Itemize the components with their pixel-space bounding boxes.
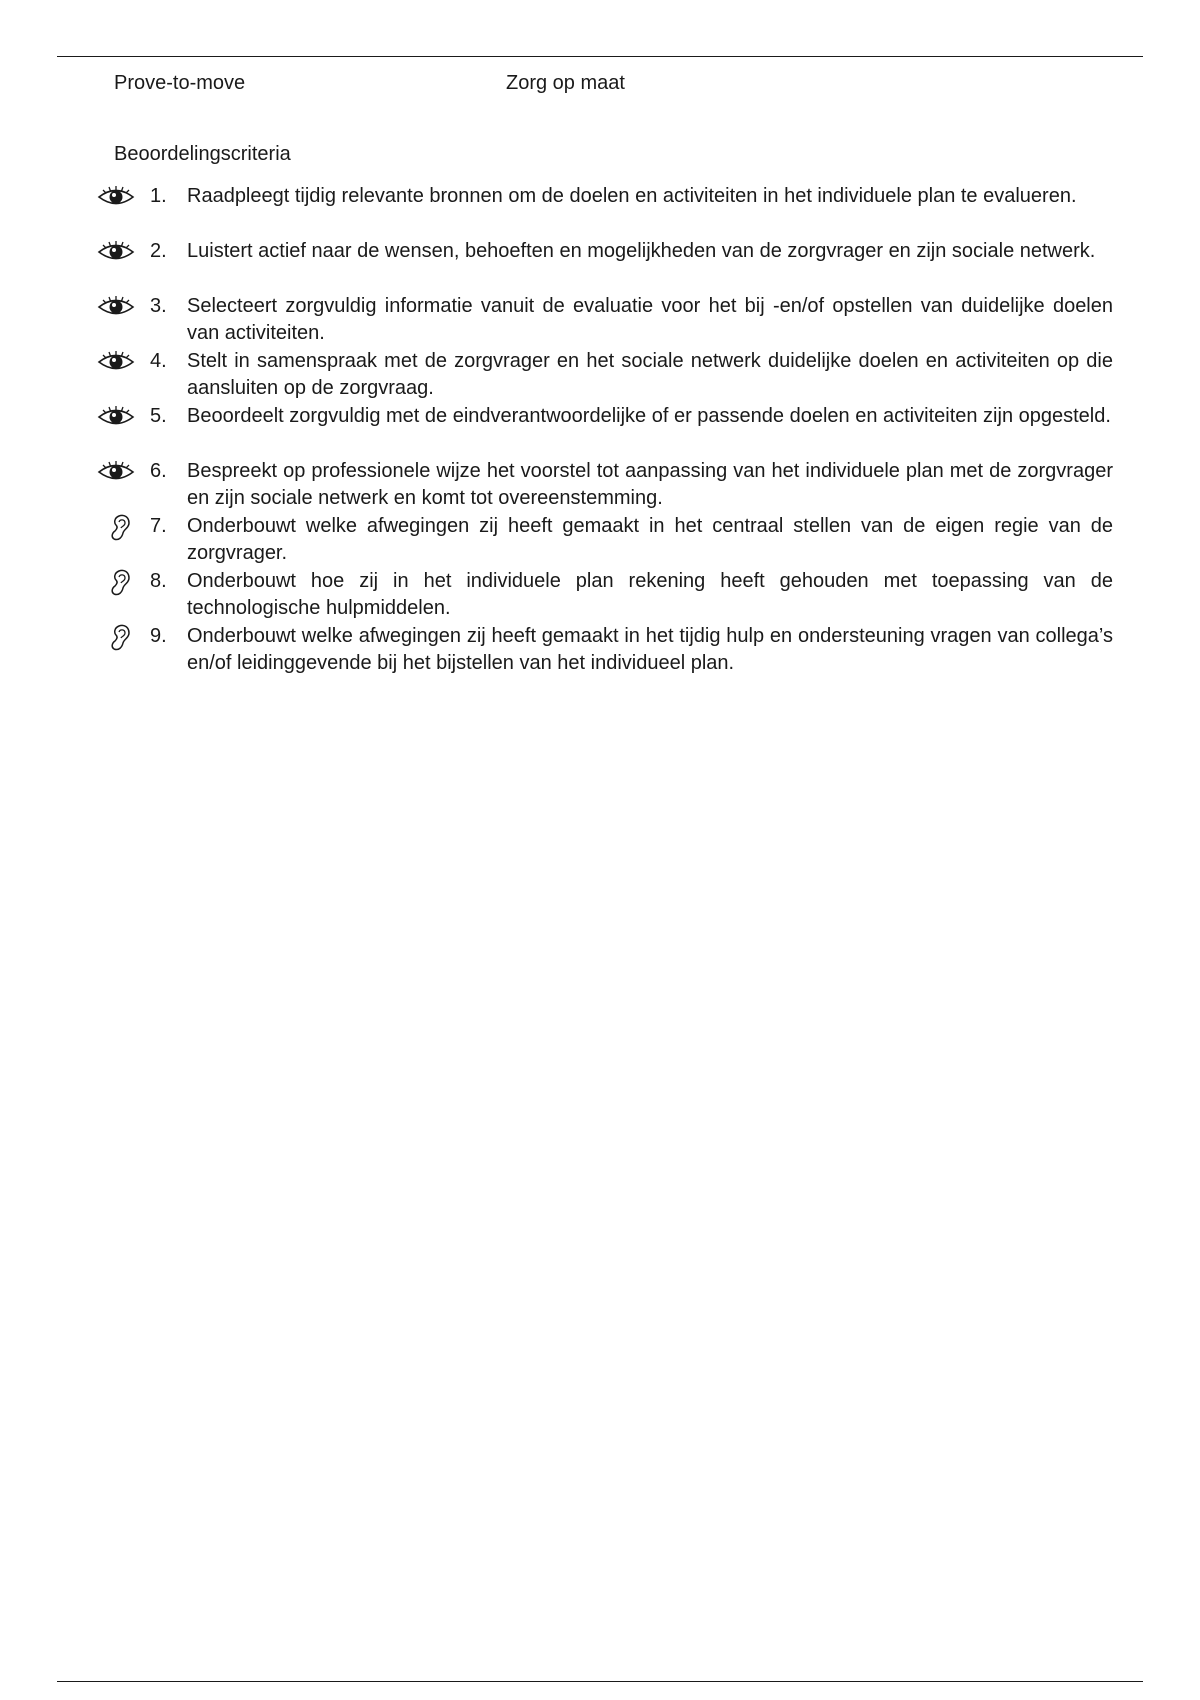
eye-icon <box>97 240 135 264</box>
criterion-item <box>0 458 1200 513</box>
criterion-item <box>0 403 1200 458</box>
criterion-text: Selecteert zorgvuldig informatie vanuit de evaluatie voor het bij -en/of opstellen van duidelijke doelen van activiteiten. <box>187 295 1113 344</box>
criterion-number: 7. <box>150 515 167 537</box>
criterion-text: Stelt in samenspraak met de zorgvrager en het sociale netwerk duidelijke doelen en activiteiten op die aansluiten op de zorgvraag. <box>187 350 1113 399</box>
criterion-number: 8. <box>150 570 167 592</box>
criterion-text: Onderbouwt welke afwegingen zij heeft gemaakt in het centraal stellen van de eigen regie van de zorgvrager. <box>187 515 1113 564</box>
criterion-item <box>0 238 1200 293</box>
criterion-text: Bespreekt op professionele wijze het voorstel tot aanpassing van het individuele plan met de zorgvrager en zijn sociale netwerk en komt tot overeenstemming. <box>187 460 1113 509</box>
eye-icon <box>97 350 135 374</box>
criterion-text: Beoordeelt zorgvuldig met de eindverantwoordelijke of er passende doelen en activiteiten zijn opgesteld. <box>187 405 1111 427</box>
criterion-number: 5. <box>150 405 167 427</box>
criterion-number: 1. <box>150 185 167 207</box>
ear-icon <box>108 513 132 543</box>
criterion-number: 9. <box>150 625 167 647</box>
eye-icon <box>97 295 135 319</box>
criterion-text: Onderbouwt hoe zij in het individuele plan rekening heeft gehouden met toepassing van de technologische hulpmiddelen. <box>187 570 1113 619</box>
criterion-item <box>0 348 1200 403</box>
footer-rule <box>57 1681 1143 1682</box>
ear-icon <box>108 568 132 598</box>
criterion-text: Luistert actief naar de wensen, behoeften en mogelijkheden van de zorgvrager en zijn sociale netwerk. <box>187 240 1096 262</box>
section-title: Beoordelingscriteria <box>114 143 291 165</box>
ear-icon <box>108 623 132 653</box>
criterion-text: Onderbouwt welke afwegingen zij heeft gemaakt in het tijdig hulp en ondersteuning vragen van collega’s en/of leidinggevende bij het bijstellen van het individueel plan. <box>187 625 1113 674</box>
eye-icon <box>97 460 135 484</box>
criterion-number: 6. <box>150 460 167 482</box>
eye-icon <box>97 185 135 209</box>
eye-icon <box>97 405 135 429</box>
criterion-item <box>0 183 1200 238</box>
header-course-title: Prove-to-move <box>114 72 246 94</box>
header-module-title: Zorg op maat <box>506 72 625 94</box>
criterion-number: 3. <box>150 295 167 317</box>
criterion-item <box>0 568 1200 623</box>
criterion-item <box>0 293 1200 348</box>
header-rule <box>57 56 1143 57</box>
criterion-item <box>0 513 1200 568</box>
criterion-text: Raadpleegt tijdig relevante bronnen om de doelen en activiteiten in het individuele plan te evalueren. <box>187 185 1077 207</box>
criterion-item <box>0 623 1200 678</box>
criterion-number: 4. <box>150 350 167 372</box>
criteria-list <box>0 183 1200 678</box>
criterion-number: 2. <box>150 240 167 262</box>
